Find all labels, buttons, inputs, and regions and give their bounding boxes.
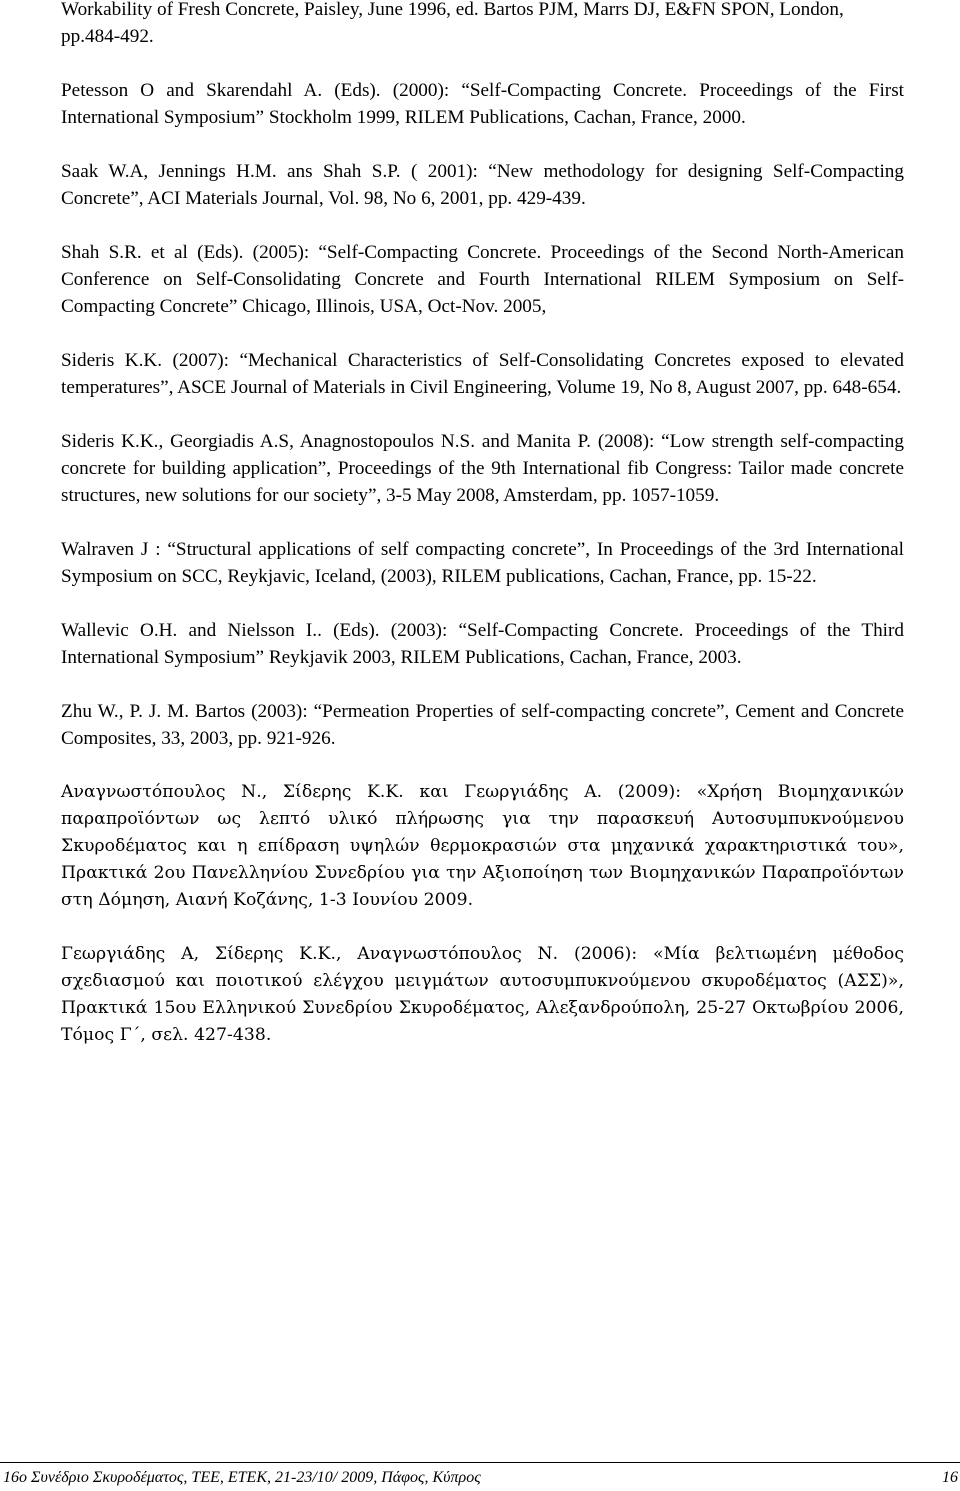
reference-entry: Αναγνωστόπουλος Ν., Σίδερης Κ.Κ. και Γεωργιάδης Α. (2009): «Χρήση Βιομηχανικών παραπροϊόντων ως λεπτό υλικό πλήρωσης για την παρασκευή Αυτοσυμπυκνούμενου Σκυροδέματος και η επίδραση υψηλών θερμοκρασιών στα μηχανικά χαρακτηριστικά του», Πρακτικά 2ου Πανελληνίου Συνεδρίου για την Αξιοποίηση των Βιομηχανικών Παραπροϊόντων στη Δόμηση, Αιανή Κοζάνης, 1-3 Ιουνίου 2009. bbox=[61, 782, 904, 910]
reference-entry: Sideris K.K., Georgiadis A.S, Anagnostopoulos N.S. and Manita P. (2008): “Low strength self-compacting concrete for building application”, Proceedings of the 9th International fib Congress: Tailor made concrete structures, new solutions for our society”, 3-5 May 2008, Amsterdam, pp. 1057-1059. bbox=[61, 431, 904, 506]
reference-entry: Workability of Fresh Concrete, Paisley, June 1996, ed. Bartos PJM, Marrs DJ, E&FN SPON, London, pp.484-492. bbox=[61, 0, 844, 47]
footer-conference-text: 16ο Συνέδριο Σκυροδέματος, ΤΕΕ, ΕΤΕΚ, 21-23/10/ 2009, Πάφος, Κύπρος bbox=[3, 1469, 481, 1486]
reference-entry: Walraven J : “Structural applications of self compacting concrete”, In Proceedings of the 3rd International Symposium on SCC, Reykjavic, Iceland, (2003), RILEM publications, Cachan, France, pp. 15-22. bbox=[61, 539, 904, 587]
reference-entry: Wallevic O.H. and Nielsson I.. (Eds). (2003): “Self-Compacting Concrete. Proceedings of the Third International Symposium” Reykjavik 2003, RILEM Publications, Cachan, France, 2003. bbox=[61, 620, 904, 668]
reference-entry: Shah S.R. et al (Eds). (2005): “Self-Compacting Concrete. Proceedings of the Second North-American Conference on Self-Consolidating Concrete and Fourth International RILEM Symposium on Self-Compacting Concrete” Chicago, Illinois, USA, Oct-Nov. 2005, bbox=[61, 242, 904, 317]
reference-entry: Zhu W., P. J. M. Bartos (2003): “Permeation Properties of self-compacting concrete”, Cement and Concrete Composites, 33, 2003, pp. 921-926. bbox=[61, 701, 904, 749]
reference-list bbox=[61, 0, 904, 1076]
reference-entry: Γεωργιάδης Α, Σίδερης Κ.Κ., Αναγνωστόπουλος Ν. (2006): «Μία βελτιωμένη μέθοδος σχεδιασμού και ποιοτικού ελέγχου μειγμάτων αυτοσυμπυκνούμενου σκυροδέματος (ΑΣΣ)», Πρακτικά 15ου Ελληνικού Συνεδρίου Σκυροδέματος, Αλεξανδρούπολη, 25-27 Οκτωβρίου 2006, Τόμος Γ΄, σελ. 427-438. bbox=[61, 944, 904, 1045]
page-number: 16 bbox=[942, 1469, 958, 1486]
page-footer bbox=[0, 1462, 960, 1491]
reference-entry: Sideris K.K. (2007): “Mechanical Characteristics of Self-Consolidating Concretes exposed to elevated temperatures”, ASCE Journal of Materials in Civil Engineering, Volume 19, No 8, August 2007, pp. 648-654. bbox=[61, 350, 904, 398]
reference-entry: Petesson O and Skarendahl A. (Eds). (2000): “Self-Compacting Concrete. Proceedings of the First International Symposium” Stockholm 1999, RILEM Publications, Cachan, France, 2000. bbox=[61, 80, 904, 128]
reference-entry: Saak W.A, Jennings H.M. ans Shah S.P. ( 2001): “New methodology for designing Self-Compacting Concrete”, ACI Materials Journal, Vol. 98, No 6, 2001, pp. 429-439. bbox=[61, 161, 904, 209]
